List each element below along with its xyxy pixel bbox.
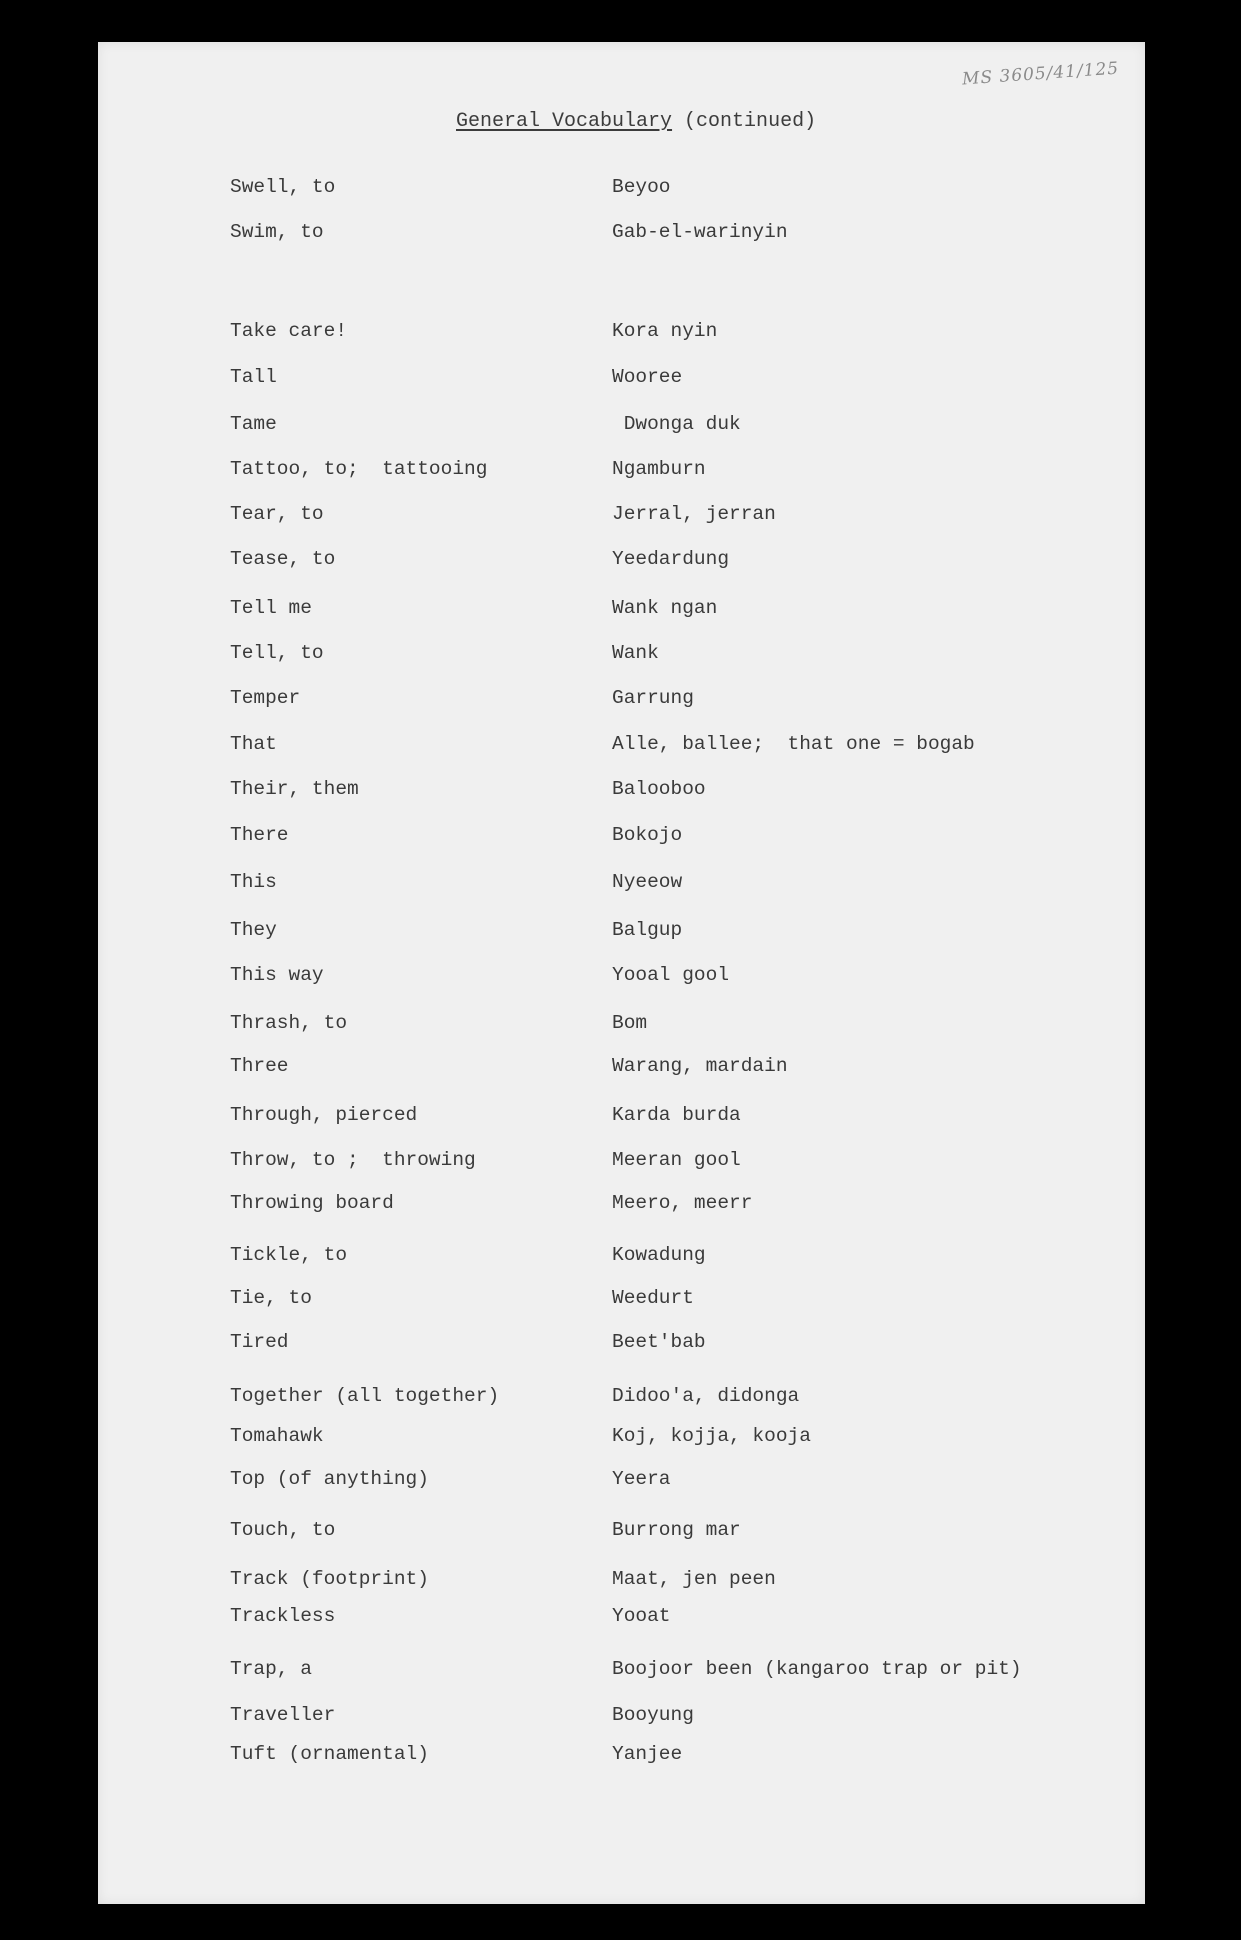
entry-term: Together (all together) bbox=[230, 1385, 500, 1407]
entry-term: Tomahawk bbox=[230, 1425, 324, 1447]
entry-translation: Kowadung bbox=[612, 1244, 706, 1266]
entry-translation: Dwonga duk bbox=[612, 413, 741, 435]
entry-translation: Didoo'a, didonga bbox=[612, 1385, 800, 1407]
entry-term: Tall bbox=[230, 366, 277, 388]
entry-translation: Balooboo bbox=[612, 778, 706, 800]
entry-term: Tell, to bbox=[230, 642, 324, 664]
entry-translation: Burrong mar bbox=[612, 1519, 741, 1541]
vocabulary-entry bbox=[98, 1517, 1145, 1543]
vocabulary-entry bbox=[98, 1383, 1145, 1409]
vocabulary-entry bbox=[98, 685, 1145, 711]
entry-term: Tuft (ornamental) bbox=[230, 1743, 429, 1765]
entry-translation: Warang, mardain bbox=[612, 1055, 788, 1077]
entry-translation: Kora nyin bbox=[612, 320, 718, 342]
entry-term: Top (of anything) bbox=[230, 1468, 429, 1490]
entry-term: Their, them bbox=[230, 778, 359, 800]
entry-translation: Yanjee bbox=[612, 1743, 683, 1765]
entry-term: Trackless bbox=[230, 1605, 336, 1627]
entry-term: Tie, to bbox=[230, 1287, 312, 1309]
entry-translation: Wooree bbox=[612, 366, 683, 388]
vocabulary-entry bbox=[98, 1741, 1145, 1767]
vocabulary-entry bbox=[98, 1147, 1145, 1173]
vocabulary-entry bbox=[98, 917, 1145, 943]
entry-term: Take care! bbox=[230, 320, 348, 342]
vocabulary-entry bbox=[98, 219, 1145, 245]
entry-translation: Jerral, jerran bbox=[612, 503, 776, 525]
entry-translation: Garrung bbox=[612, 687, 694, 709]
vocabulary-entry bbox=[98, 1423, 1145, 1449]
entry-term: Tired bbox=[230, 1331, 289, 1353]
vocabulary-entry bbox=[98, 364, 1145, 390]
entry-term: Throwing board bbox=[230, 1192, 394, 1214]
entry-translation: Maat, jen peen bbox=[612, 1568, 776, 1590]
entry-translation: Wank ngan bbox=[612, 597, 718, 619]
vocabulary-entry bbox=[98, 822, 1145, 848]
vocabulary-entry bbox=[98, 869, 1145, 895]
entry-term: Throw, to ; throwing bbox=[230, 1149, 476, 1171]
vocabulary-entry bbox=[98, 1190, 1145, 1216]
vocabulary-entry bbox=[98, 318, 1145, 344]
entry-term: That bbox=[230, 733, 277, 755]
entry-term: Temper bbox=[230, 687, 301, 709]
entry-translation: Bokojo bbox=[612, 824, 683, 846]
entry-term: Touch, to bbox=[230, 1519, 336, 1541]
entry-translation: Yooat bbox=[612, 1605, 671, 1627]
vocabulary-entry bbox=[98, 546, 1145, 572]
vocabulary-entry bbox=[98, 1329, 1145, 1355]
entry-translation: Yeedardung bbox=[612, 548, 730, 570]
vocabulary-entry bbox=[98, 731, 1145, 757]
entry-term: Thrash, to bbox=[230, 1012, 348, 1034]
entry-translation: Bom bbox=[612, 1012, 648, 1034]
entry-term: Tear, to bbox=[230, 503, 324, 525]
entry-translation: Booyung bbox=[612, 1704, 694, 1726]
vocabulary-entry bbox=[98, 640, 1145, 666]
entry-translation: Meeran gool bbox=[612, 1149, 741, 1171]
entry-translation: Beet'bab bbox=[612, 1331, 706, 1353]
vocabulary-entry bbox=[98, 1285, 1145, 1311]
archive-reference: MS 3605/41/125 bbox=[961, 58, 1120, 90]
entry-term: Trap, a bbox=[230, 1658, 312, 1680]
vocabulary-entry bbox=[98, 1242, 1145, 1268]
entry-translation: Ngamburn bbox=[612, 458, 706, 480]
entry-term: Tattoo, to; tattooing bbox=[230, 458, 488, 480]
entry-term: Tickle, to bbox=[230, 1244, 348, 1266]
vocabulary-entry bbox=[98, 411, 1145, 437]
vocabulary-entry bbox=[98, 962, 1145, 988]
entry-term: Tease, to bbox=[230, 548, 336, 570]
entry-translation: Beyoo bbox=[612, 176, 671, 198]
entry-translation: Karda burda bbox=[612, 1104, 741, 1126]
entry-translation: Meero, meerr bbox=[612, 1192, 753, 1214]
entry-term: Tell me bbox=[230, 597, 312, 619]
vocabulary-entry bbox=[98, 1603, 1145, 1629]
entry-translation: Boojoor been (kangaroo trap or pit) bbox=[612, 1658, 1022, 1680]
entry-term: This way bbox=[230, 964, 324, 986]
entry-translation: Weedurt bbox=[612, 1287, 694, 1309]
entry-translation: Gab-el-warinyin bbox=[612, 221, 788, 243]
vocabulary-entry bbox=[98, 1053, 1145, 1079]
page-title bbox=[456, 110, 816, 133]
vocabulary-entry bbox=[98, 776, 1145, 802]
vocabulary-entry bbox=[98, 1010, 1145, 1036]
entry-translation: Alle, ballee; that one = bogab bbox=[612, 733, 975, 755]
entry-translation: Yooal gool bbox=[612, 964, 730, 986]
vocabulary-entry bbox=[98, 1466, 1145, 1492]
entry-term: There bbox=[230, 824, 289, 846]
entry-term: They bbox=[230, 919, 277, 941]
entry-term: This bbox=[230, 871, 277, 893]
vocabulary-entry bbox=[98, 1102, 1145, 1128]
entry-translation: Koj, kojja, kooja bbox=[612, 1425, 811, 1447]
entry-term: Track (footprint) bbox=[230, 1568, 429, 1590]
vocabulary-entry bbox=[98, 1656, 1145, 1682]
page-title-underlined: General Vocabulary bbox=[456, 110, 673, 133]
vocabulary-entry bbox=[98, 456, 1145, 482]
entry-term: Three bbox=[230, 1055, 289, 1077]
vocabulary-entry bbox=[98, 1702, 1145, 1728]
entry-translation: Yeera bbox=[612, 1468, 671, 1490]
entry-translation: Nyeeow bbox=[612, 871, 683, 893]
document-page bbox=[98, 42, 1145, 1904]
entry-term: Swim, to bbox=[230, 221, 324, 243]
vocabulary-entry bbox=[98, 174, 1145, 200]
entry-term: Swell, to bbox=[230, 176, 336, 198]
entry-translation: Balgup bbox=[612, 919, 683, 941]
vocabulary-entry bbox=[98, 595, 1145, 621]
vocabulary-entry bbox=[98, 1566, 1145, 1592]
entry-term: Tame bbox=[230, 413, 277, 435]
entry-translation: Wank bbox=[612, 642, 659, 664]
vocabulary-entry bbox=[98, 501, 1145, 527]
page-title-suffix: (continued) bbox=[672, 110, 817, 133]
entry-term: Traveller bbox=[230, 1704, 336, 1726]
entry-term: Through, pierced bbox=[230, 1104, 418, 1126]
